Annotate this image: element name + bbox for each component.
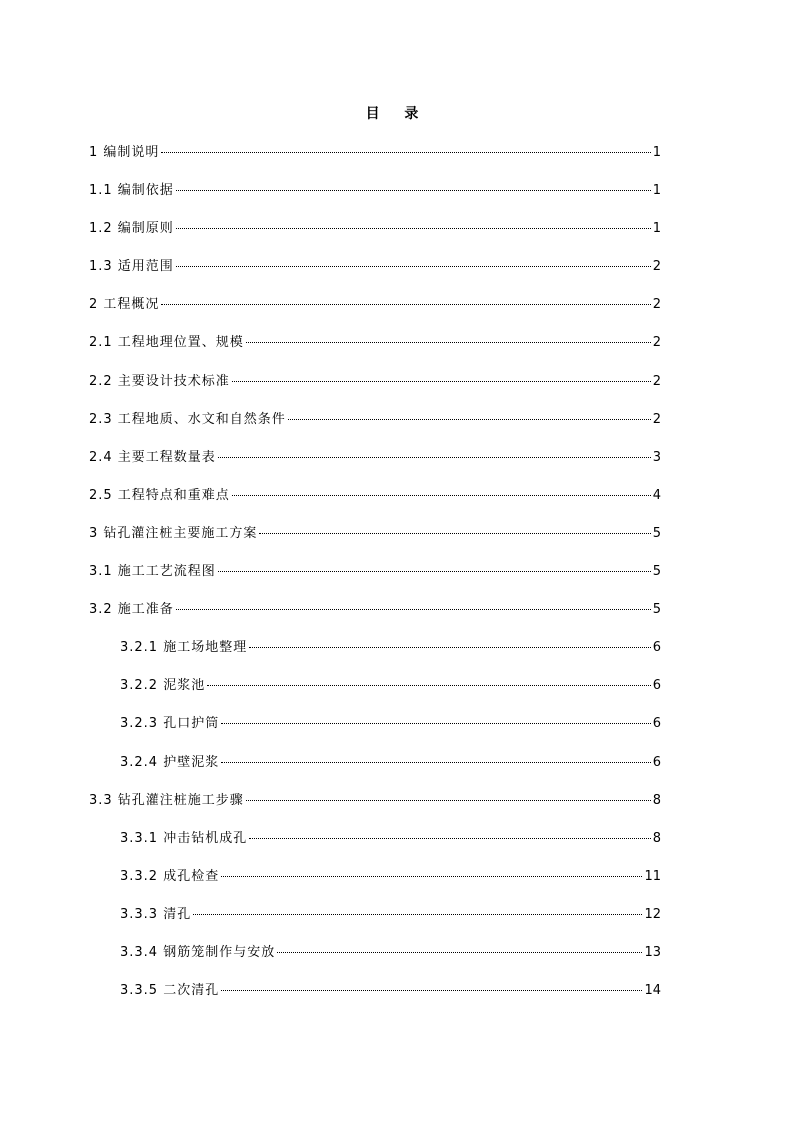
- toc-entry[interactable]: [89, 333, 661, 371]
- toc-entry-label: 2.3 工程地质、水文和自然条件: [89, 411, 286, 427]
- toc-entry-page: 12: [644, 906, 661, 922]
- toc-entry-page: 5: [652, 564, 661, 580]
- dot-leader: [259, 533, 650, 534]
- toc-entry-page: 1: [652, 221, 661, 237]
- toc-entry[interactable]: [89, 562, 661, 600]
- toc-entry-label: 3.2.3 孔口护筒: [120, 716, 220, 732]
- dot-leader: [176, 266, 651, 267]
- toc-entry-label: 1 编制说明: [89, 145, 160, 160]
- dot-leader: [277, 952, 642, 953]
- toc-entry[interactable]: [89, 143, 661, 181]
- toc-entry[interactable]: [89, 600, 661, 638]
- dot-leader: [288, 419, 651, 420]
- toc-entry[interactable]: [89, 486, 661, 524]
- dot-leader: [232, 381, 651, 382]
- toc-entry-page: 5: [652, 602, 661, 618]
- dot-leader: [193, 914, 642, 915]
- toc-entry[interactable]: [89, 257, 661, 295]
- dot-leader: [218, 571, 651, 572]
- dot-leader: [221, 762, 651, 763]
- dot-leader: [218, 457, 651, 458]
- toc-entry-label: 3.3.5 二次清孔: [120, 983, 220, 999]
- dot-leader: [246, 342, 651, 343]
- toc-entry-page: 2: [652, 259, 661, 275]
- dot-leader: [232, 495, 651, 496]
- toc-entry-label: 3.3.4 钢筋笼制作与安放: [120, 944, 276, 960]
- toc-entry-page: 8: [652, 792, 661, 808]
- toc-entry-page: 1: [652, 183, 661, 199]
- toc-entry-label: 2.2 主要设计技术标准: [89, 373, 230, 389]
- toc-entry[interactable]: [89, 981, 661, 1019]
- toc-entry-page: 5: [652, 525, 661, 541]
- toc-entry-page: 14: [644, 983, 661, 999]
- toc-entry-label: 2.4 主要工程数量表: [89, 449, 216, 465]
- toc-entry[interactable]: [89, 295, 661, 333]
- toc-entry-page: 6: [652, 754, 661, 770]
- toc-entry[interactable]: [89, 943, 661, 981]
- dot-leader: [161, 152, 650, 153]
- toc-entry-page: 3: [652, 449, 661, 465]
- toc-entry-label: 2.1 工程地理位置、规模: [89, 335, 244, 351]
- toc-entry[interactable]: [89, 753, 661, 791]
- toc-title: 目 录: [365, 106, 429, 122]
- toc-entry-label: 3.2.4 护壁泥浆: [120, 754, 220, 770]
- toc-entry-page: 6: [652, 716, 661, 732]
- toc-entry-label: 3.2 施工准备: [89, 602, 174, 618]
- toc-entry[interactable]: [89, 410, 661, 448]
- toc-entry[interactable]: [89, 676, 661, 714]
- toc-entry-label: 3.2.2 泥浆池: [120, 678, 206, 694]
- toc-entry-page: 6: [652, 678, 661, 694]
- toc-entry-label: 3.3 钻孔灌注桩施工步骤: [89, 792, 244, 808]
- toc-entry[interactable]: [89, 219, 661, 257]
- dot-leader: [221, 876, 642, 877]
- toc-entry-page: 6: [652, 640, 661, 656]
- toc-entry-page: 2: [652, 297, 661, 313]
- toc-entry-label: 1.1 编制依据: [89, 183, 174, 199]
- toc-entry-page: 2: [652, 373, 661, 389]
- toc-entry-label: 1.3 适用范围: [89, 259, 174, 275]
- toc-entry-page: 2: [652, 335, 661, 351]
- toc-entry[interactable]: [89, 714, 661, 752]
- dot-leader: [249, 838, 651, 839]
- dot-leader: [176, 228, 651, 229]
- toc-entry-label: 3.3.1 冲击钻机成孔: [120, 830, 248, 846]
- toc-entry-label: 3.2.1 施工场地整理: [120, 640, 248, 656]
- toc-entry-page: 8: [652, 830, 661, 846]
- toc-entry[interactable]: [89, 181, 661, 219]
- toc-entry-label: 2 工程概况: [89, 297, 160, 313]
- dot-leader: [161, 304, 650, 305]
- toc-entry-label: 3.1 施工工艺流程图: [89, 564, 216, 580]
- toc-entry[interactable]: [89, 867, 661, 905]
- toc-entry-page: 4: [652, 487, 661, 503]
- dot-leader: [221, 990, 642, 991]
- toc-entry[interactable]: [89, 372, 661, 410]
- toc-entry[interactable]: [89, 905, 661, 943]
- toc-entry[interactable]: [89, 829, 661, 867]
- toc-entry-page: 2: [652, 411, 661, 427]
- toc-entry-page: 11: [644, 868, 661, 884]
- toc-entry[interactable]: [89, 448, 661, 486]
- toc-entry-label: 1.2 编制原则: [89, 221, 174, 237]
- toc-entry-label: 2.5 工程特点和重难点: [89, 487, 230, 503]
- dot-leader: [221, 723, 651, 724]
- dot-leader: [207, 685, 651, 686]
- toc-entry-label: 3.3.3 清孔: [120, 906, 192, 922]
- toc-entry[interactable]: [89, 791, 661, 829]
- dot-leader: [176, 190, 651, 191]
- toc-entry[interactable]: [89, 638, 661, 676]
- dot-leader: [246, 800, 651, 801]
- dot-leader: [176, 609, 651, 610]
- toc-entry-page: 1: [652, 145, 661, 160]
- toc-entry-page: 13: [644, 944, 661, 960]
- toc-entry-label: 3.3.2 成孔检查: [120, 868, 220, 884]
- table-of-contents: [89, 143, 661, 1019]
- dot-leader: [249, 647, 651, 648]
- toc-entry-label: 3 钻孔灌注桩主要施工方案: [89, 525, 258, 541]
- toc-entry[interactable]: [89, 524, 661, 562]
